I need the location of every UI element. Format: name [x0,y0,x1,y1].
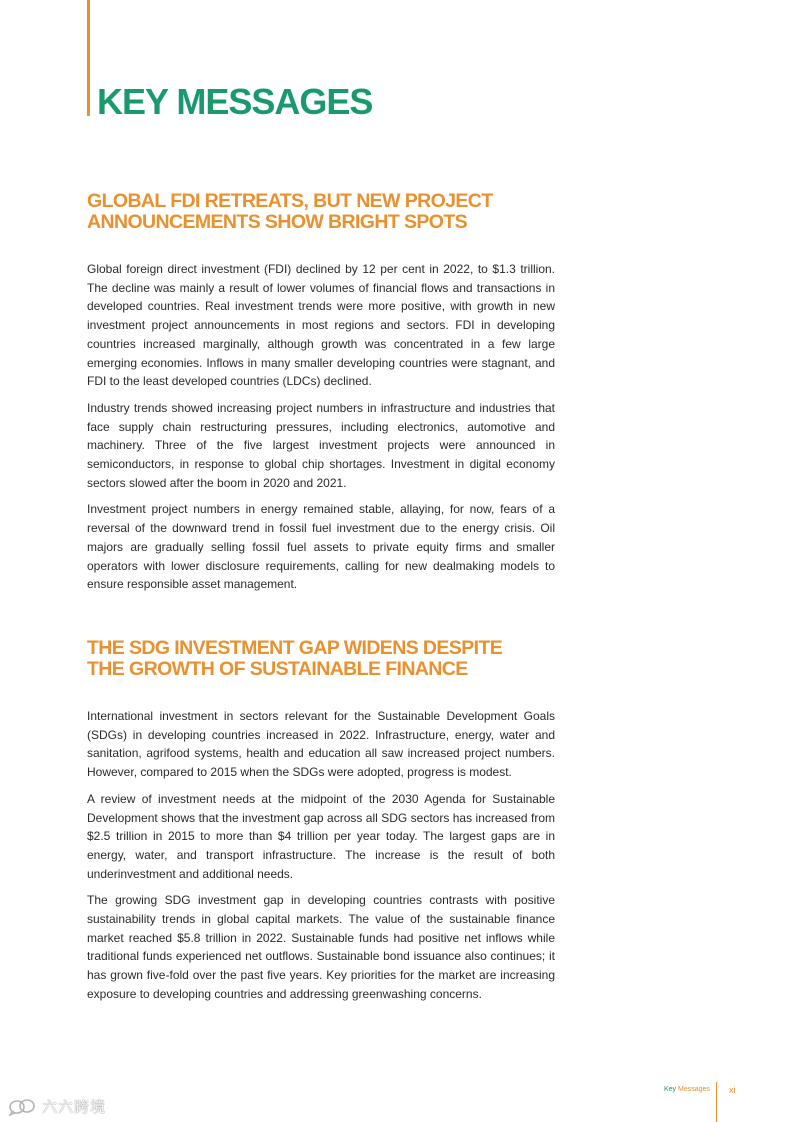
section-sdg-investment-gap [87,638,555,1012]
running-footer [664,1086,710,1093]
section-heading-line: GLOBAL FDI RETREATS, BUT NEW PROJECT [87,190,493,212]
footer-label-messages: Messages [678,1086,710,1093]
section-heading-line: THE SDG INVESTMENT GAP WIDENS DESPITE [87,637,503,659]
page-number: xi [729,1085,736,1095]
footer-divider [716,1082,717,1122]
section-heading [87,638,555,680]
chat-bubble-logo-icon [8,1098,36,1116]
section-heading [87,191,555,233]
body-paragraph: The growing SDG investment gap in developing countries contrasts with positive sustainability trends in global capital markets. The value of the sustainable finance market reached $5.8 trillion in 2022. Sustainable funds had positive net inflows while traditional funds experienced net outflows. Sustainable bond issuance also continues; it has grown five-fold over the past five years. Key priorities for the market are increasing exposure to developing countries and addressing greenwashing concerns. [87,893,555,1001]
footer-label-key: Key [664,1086,677,1093]
section-global-fdi [87,191,555,602]
section-heading-line: ANNOUNCEMENTS SHOW BRIGHT SPOTS [87,211,468,233]
body-paragraph: A review of investment needs at the midpoint of the 2030 Agenda for Sustainable Development shows that the investment gap across all SDG sectors has increased from $2.5 trillion in 2015 to more than $4 trillion per year today. The largest gaps are in energy, water, and transport infrastructure. The increase is the result of both underinvestment and additional needs. [87,791,555,881]
title-accent-rule [87,0,90,116]
body-paragraph: Investment project numbers in energy remained stable, allaying, for now, fears of a reversal of the downward trend in fossil fuel investment due to the energy crisis. Oil majors are gradually selling fossil fuel assets to private equity firms and smaller operators with lower disclosure requirements, calling for new dealmaking models to ensure responsible asset management. [87,502,555,592]
page-title: KEY MESSAGES [97,81,373,122]
body-paragraph: Industry trends showed increasing project numbers in infrastructure and industries that face supply chain restructuring pressures, including electronics, automotive and machinery. Three of the five largest investment projects were announced in semiconductors, in response to global chip shortages. Investment in digital economy sectors slowed after the boom in 2020 and 2021. [87,400,555,490]
body-paragraph: Global foreign direct investment (FDI) declined by 12 per cent in 2022, to $1.3 trillion. The decline was mainly a result of lower volumes of financial flows and transactions in developed countries. Real investment trends were more positive, with growth in new investment project announcements in most regions and sectors. FDI in developing countries increased marginally, although growth was concentrated in a few large emerging economies. Inflows in many smaller developing countries were stagnant, and FDI to the least developed countries (LDCs) declined. [87,262,555,389]
watermark-text: 六六跨境 [42,1098,107,1116]
watermark [8,1096,106,1117]
body-paragraph: International investment in sectors relevant for the Sustainable Development Goals (SDGs) in developing countries increased in 2022. Infrastructure, energy, water and sanitation, agrifood systems, health and education all saw increased project numbers. However, compared to 2015 when the SDGs were adopted, progress is modest. [87,709,555,780]
section-heading-line: THE GROWTH OF SUSTAINABLE FINANCE [87,658,468,680]
